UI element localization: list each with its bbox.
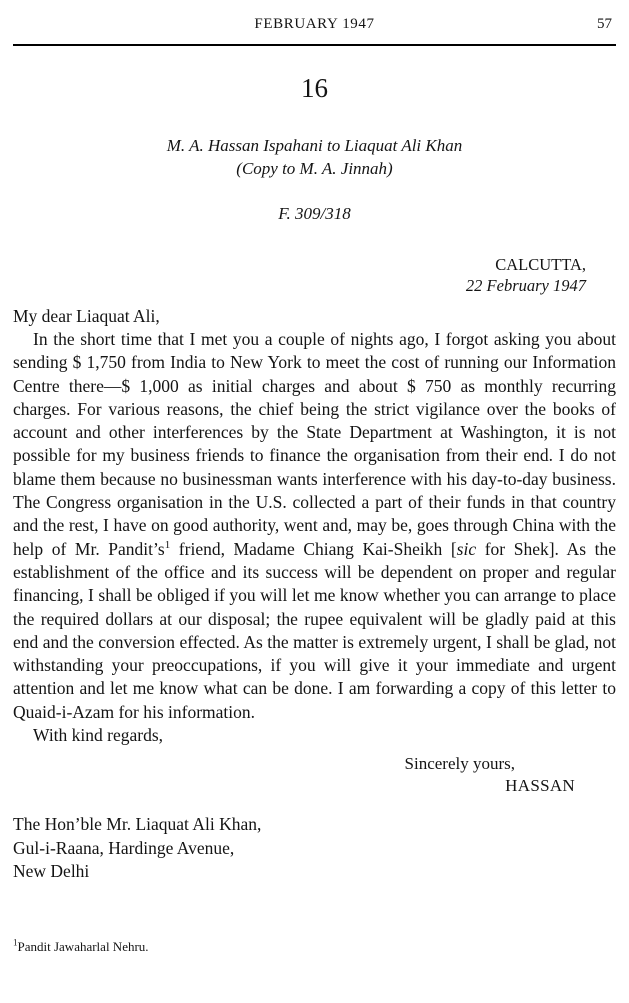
letter-body-part2: friend, Madame Chiang Kai-Sheikh [ <box>170 538 457 559</box>
salutation: My dear Liaquat Ali, <box>13 306 160 326</box>
footnote <box>13 939 149 955</box>
signoff-line2: HASSAN <box>505 776 575 796</box>
letter-body-part3: for Shek]. As the establishment of the office and its success will be dependent on proper and regular financing, I shall be obliged if you will let me know whether you can arrange to place the required dollars at our disposal; the rupee equivalent will be gladly paid at this end and the conversion effected. As the matter is extremely urgent, I shall be glad, not withstanding your preoccupations, if you will give it your immediate and urgent attention and let me know what can be done. I am forwarding a copy of this letter to Quaid-i-Azam for his information. <box>13 538 616 722</box>
footnote-marker-inline: 1 <box>164 538 171 551</box>
signoff-line1: Sincerely yours, <box>404 754 515 774</box>
closing-line: With kind regards, <box>33 725 164 746</box>
signoff-block <box>13 753 616 797</box>
address-line1: The Hon’ble Mr. Liaquat Ali Khan, <box>13 814 262 835</box>
document-heading <box>13 134 616 180</box>
running-head <box>13 10 616 33</box>
address-line3: New Delhi <box>13 861 90 882</box>
page-number: 57 <box>597 16 612 32</box>
document-number: 16 <box>301 73 328 103</box>
dateline <box>13 254 616 296</box>
running-head-title: FEBRUARY 1947 <box>254 16 375 32</box>
document-heading-line2: (Copy to M. A. Jinnah) <box>236 159 393 178</box>
footnote-marker: 1 <box>13 937 18 948</box>
sic-word: sic <box>456 538 477 559</box>
footnote-text: Pandit Jawaharlal Nehru. <box>17 939 149 954</box>
dateline-date: 22 February 1947 <box>465 276 586 295</box>
recipient-address <box>13 813 616 884</box>
file-reference: F. 309/318 <box>278 204 351 223</box>
address-line2: Gul-i-Raana, Hardinge Avenue, <box>13 837 235 858</box>
letter-body <box>13 328 616 724</box>
document-heading-line1: M. A. Hassan Ispahani to Liaquat Ali Khan <box>166 136 463 155</box>
letter-body-part1: In the short time that I met you a couple of nights ago, I forgot asking you about sending $ 1,750 from India to New York to meet the cost of running our Information Centre there—$ 1,000 as initial charges and about $ 750 as monthly recurring charges. For various reasons, the chief being the strict vigilance over the books of account and other interferences by the State Department at Washington, it is not possible for my business friends to finance the organisation from their end. I do not blame them because no businessman wants interference with his day-to-day business. The Congress organisation in the U.S. collected a part of their funds in that country and the rest, I have on good authority, went and, may be, goes through China with the help of Mr. Pandit’s <box>13 329 616 559</box>
dateline-place: CALCUTTA, <box>495 255 586 274</box>
header-rule <box>13 44 616 46</box>
